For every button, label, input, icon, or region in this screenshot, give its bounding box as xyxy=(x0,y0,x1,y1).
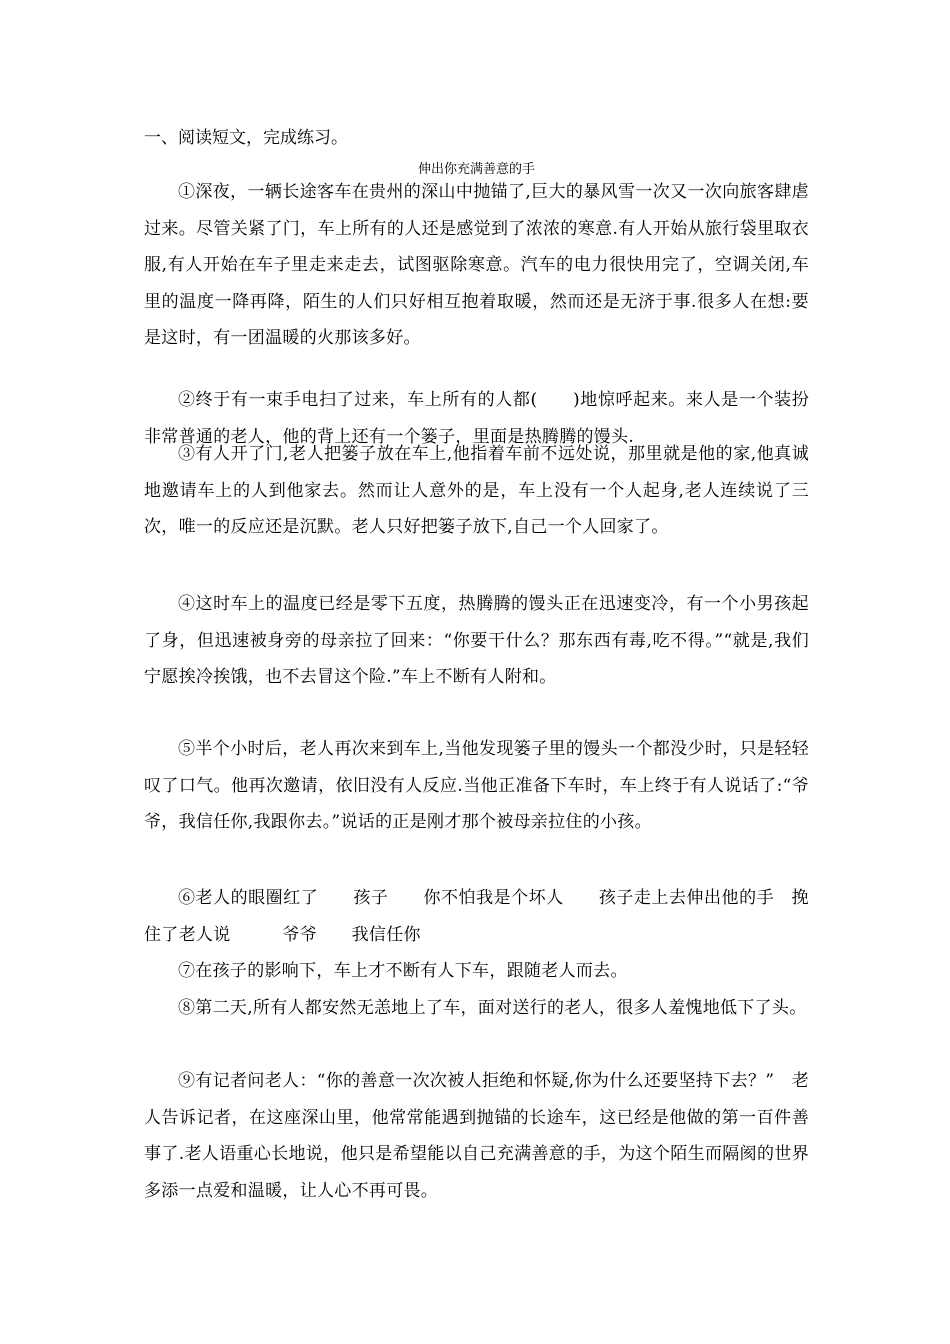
section-heading: 一、阅读短文，完成练习。 xyxy=(144,128,348,148)
paragraph-7: ⑦在孩子的影响下，车上才不断有人下车，跟随老人而去。 xyxy=(178,961,628,981)
article-title: 伸出你充满善意的手 xyxy=(417,162,535,177)
paragraph-1: ①深夜，一辆长途客车在贵州的深山中抛锚了,巨大的暴风雪一次又一次向旅客肆虐过来。尽管关紧了门，车上所有的人还是感觉到了浓浓的寒意.有人开始从旅行袋里取衣服,有人开始在车子里走来走去，试图驱除寒意。汽车的电力很快用完了，空调关闭,车里的温度一降再降，陌生的人们只好相互抱着取暖，然而还是无济于事.很多人在想:要是这时，有一团温暖的火那该多好。 xyxy=(144,182,809,348)
paragraph-8: ⑧第二天,所有人都安然无恙地上了车，面对送行的老人，很多人羞愧地低下了头。 xyxy=(178,998,807,1018)
paragraph-4: ④这时车上的温度已经是零下五度，热腾腾的馒头正在迅速变冷，有一个小男孩起了身，但迅速被身旁的母亲拉了回来：“你要干什么？那东西有毒,吃不得。”“就是,我们宁愿挨冷挨饿，也不去冒这个险.”车上不断有人附和。 xyxy=(144,594,809,687)
paragraph-9: ⑨有记者问老人：“你的善意一次次被人拒绝和怀疑,你为什么还要坚持下去？” 老人告诉记者，在这座深山里，他常常能遇到抛锚的长途车，这已经是他做的第一百件善事了.老人语重心长地说，他只是希望能以自己充满善意的手，为这个陌生而隔阂的世界多添一点爱和温暖，让人心不再可畏。 xyxy=(144,1071,809,1201)
paragraph-3: ③有人开了门,老人把篓子放在车上,他指着车前不远处说，那里就是他的家,他真诚地邀请车上的人到他家去。然而让人意外的是，车上没有一个人起身,老人连续说了三次，唯一的反应还是沉默。老人只好把篓子放下,自己一个人回家了。 xyxy=(144,444,809,537)
paragraph-2: ②终于有一束手电扫了过来，车上所有的人都( )地惊呼起来。来人是一个装扮非常普通的老人，他的背上还有一个篓子，里面是热腾腾的馒头. xyxy=(144,390,809,447)
paragraph-5: ⑤半个小时后，老人再次来到车上,当他发现篓子里的馒头一个都没少时，只是轻轻叹了口气。他再次邀请，依旧没有人反应.当他正准备下车时，车上终于有人说话了:“爷爷，我信任你,我跟你去。”说话的正是刚才那个被母亲拉住的小孩。 xyxy=(144,739,809,832)
paragraph-6: ⑥老人的眼圈红了 孩子 你不怕我是个坏人 孩子走上去伸出他的手 挽住了老人说 爷爷 我信任你 xyxy=(144,888,809,945)
